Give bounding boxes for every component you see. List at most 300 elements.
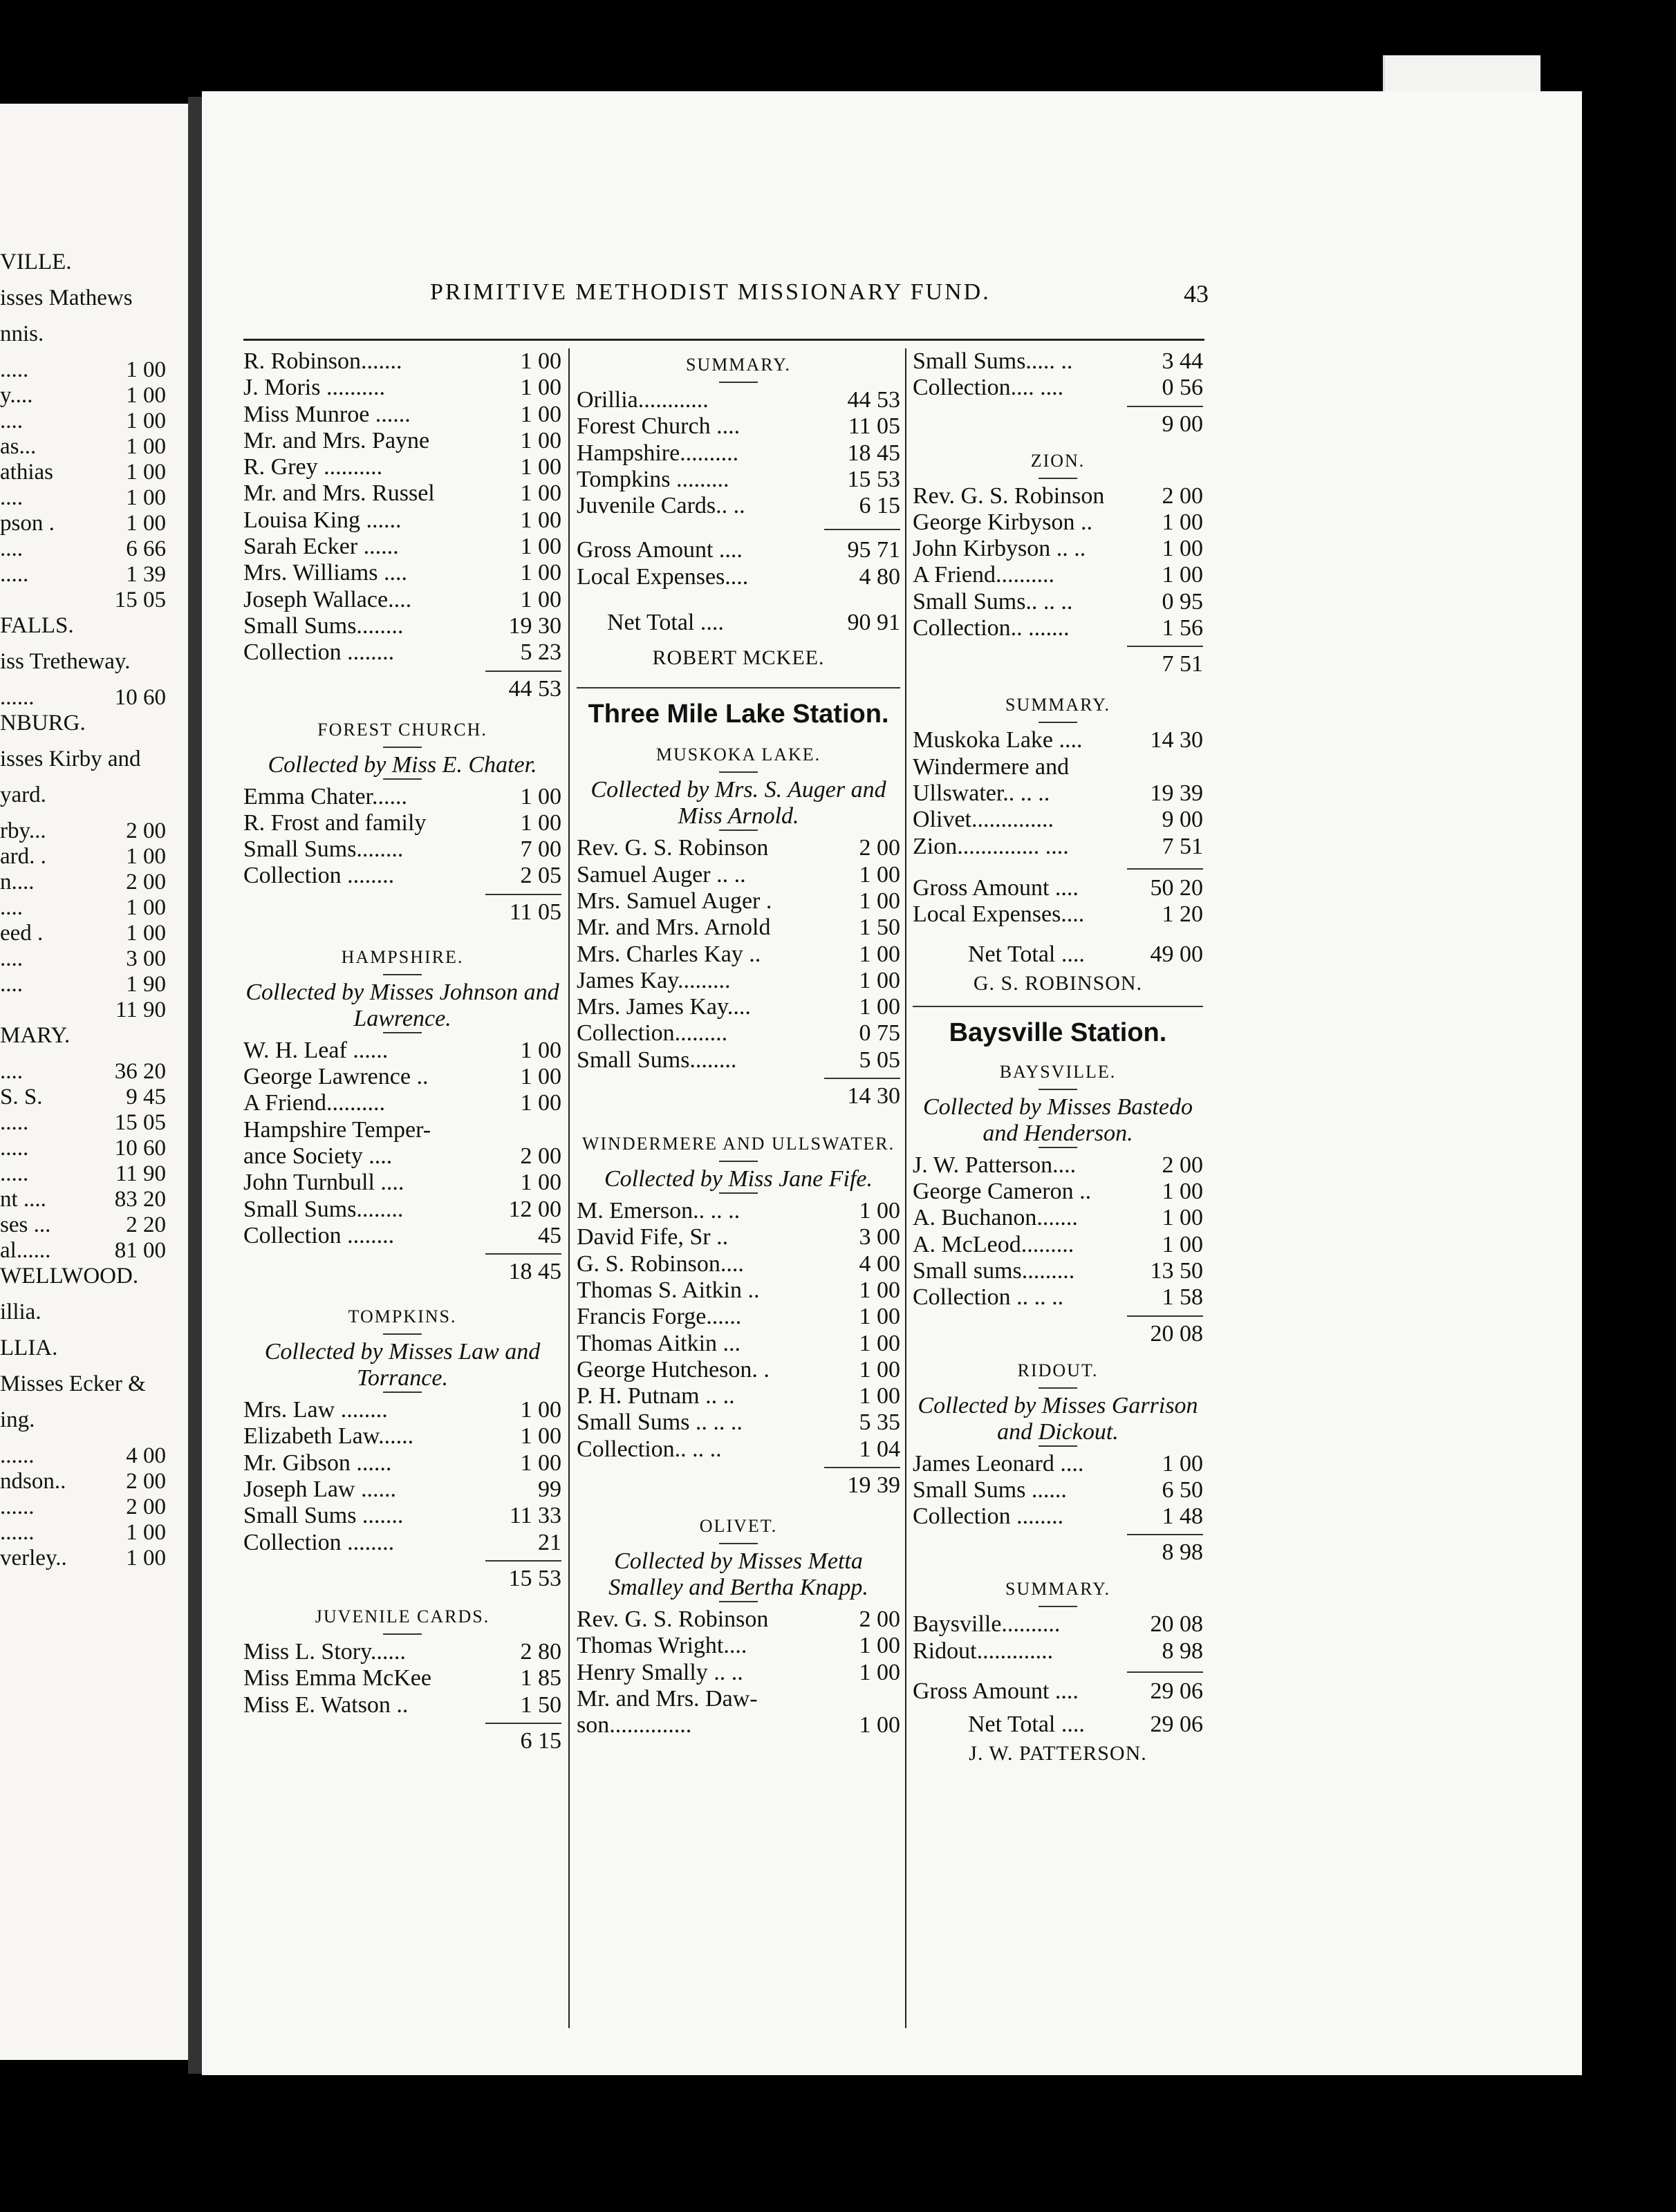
entry-row <box>577 1198 900 1224</box>
entry-name: George Kirbyson .. <box>913 509 1092 535</box>
left-fragment-line <box>0 1135 173 1161</box>
left-fragment-amount: 1 39 <box>126 562 166 587</box>
entry-row <box>243 784 561 810</box>
entry-amount: 1 00 <box>520 1450 561 1476</box>
heading-rule <box>383 1333 422 1335</box>
left-fragment-line <box>0 1263 173 1289</box>
section-heading: WINDERMERE AND ULLSWATER. <box>581 1134 895 1154</box>
left-fragment-text: isses Mathews <box>0 285 133 310</box>
left-fragment-line <box>0 382 173 409</box>
entry-name: son.............. <box>577 1712 692 1738</box>
subtotal-row <box>243 1257 561 1286</box>
station-title: Baysville Station. <box>949 1018 1167 1047</box>
section-rule <box>577 687 900 688</box>
subtotal-rule <box>243 1718 561 1727</box>
entry-amount: 1 00 <box>520 1397 561 1423</box>
left-fragment-text: .... <box>0 946 23 971</box>
left-fragment-text: .... <box>0 409 23 433</box>
left-fragment-line <box>0 536 173 562</box>
entry-amount: 6 15 <box>859 493 900 519</box>
entry-amount: 8 98 <box>1162 1638 1203 1664</box>
entry-name: Mr. and Mrs. Russel <box>243 480 435 507</box>
left-fragment-amount: 6 66 <box>126 536 166 561</box>
left-page-fragment <box>0 104 188 2060</box>
total-amount: 4 80 <box>859 563 900 590</box>
total-amount: 95 71 <box>847 537 900 563</box>
entry-amount: 1 00 <box>520 586 561 612</box>
entry-row <box>243 534 561 560</box>
left-fragment-text: ..... <box>0 562 29 587</box>
entry-row <box>243 375 561 401</box>
section-heading: FOREST CHURCH. <box>317 719 487 740</box>
subtotal-amount: 20 08 <box>1150 1320 1203 1347</box>
entry-name: ance Society .... <box>243 1143 393 1169</box>
entry-row <box>577 915 900 941</box>
left-fragment-text: eed . <box>0 921 44 946</box>
entry-amount: 6 50 <box>1162 1477 1203 1503</box>
heading-rule <box>719 1601 758 1602</box>
left-fragment-text: ...... <box>0 685 35 710</box>
entry-name: Zion.............. .... <box>913 833 1069 859</box>
net-amount: 90 91 <box>847 610 900 636</box>
entry-name: Mrs. Williams .... <box>243 560 407 586</box>
collected-by: Collected by Misses Johnson and Lawrence. <box>245 979 559 1031</box>
entry-name: Francis Forge...... <box>577 1304 742 1330</box>
entry-row <box>577 1383 900 1409</box>
left-fragment-amount: 2 00 <box>126 818 166 843</box>
entry-amount: 1 00 <box>520 1090 561 1116</box>
left-fragment-amount: 81 00 <box>114 1238 166 1263</box>
entry-amount: 1 00 <box>859 861 900 888</box>
section-heading: BAYSVILLE. <box>999 1061 1117 1082</box>
left-fragment-line <box>0 1212 173 1238</box>
section-heading: RIDOUT. <box>1017 1360 1099 1380</box>
entry-amount: 1 58 <box>1162 1284 1203 1311</box>
entry-row <box>913 1611 1203 1638</box>
entry-name: A Friend.......... <box>243 1090 385 1116</box>
entry-name: Small Sums..... .. <box>913 348 1073 374</box>
entry-name: Windermere and <box>913 753 1070 780</box>
entry-name: P. H. Putnam .. .. <box>577 1383 735 1409</box>
entry-row <box>243 1143 561 1170</box>
left-fragment-text: verley.. <box>0 1546 67 1571</box>
left-fragment-text: .... <box>0 972 23 997</box>
entry-row <box>243 1064 561 1090</box>
entry-name: Small Sums .. .. .. <box>577 1409 743 1436</box>
entry-row <box>577 1712 900 1738</box>
left-fragment-line <box>0 1022 173 1049</box>
entry-amount: 1 00 <box>859 888 900 914</box>
entry-name: Miss L. Story...... <box>243 1638 406 1665</box>
left-fragment-amount: 1 00 <box>126 485 166 510</box>
entry-amount: 1 00 <box>859 1198 900 1224</box>
subtotal-amount: 8 98 <box>1162 1539 1203 1566</box>
left-fragment-text: illia. <box>0 1300 41 1324</box>
subtotal-row <box>913 1320 1203 1349</box>
heading-rule <box>383 1391 422 1393</box>
left-fragment-text: ...... <box>0 1494 35 1519</box>
entry-name: Mrs. Samuel Auger . <box>577 888 772 914</box>
entry-amount: 21 <box>538 1529 561 1555</box>
left-fragment-text: n.... <box>0 870 35 894</box>
entry-row <box>577 1436 900 1463</box>
collected-by: Collected by Misses Garrison and Dickout. <box>918 1392 1198 1445</box>
entry-row <box>577 1409 900 1436</box>
column-divider <box>905 348 906 2028</box>
entry-name: John Kirbyson .. .. <box>913 536 1086 562</box>
entry-name: Rev. G. S. Robinson <box>913 482 1105 509</box>
left-fragment-line <box>0 1299 173 1325</box>
page-title: PRIMITIVE METHODIST MISSIONARY FUND. <box>430 279 991 305</box>
left-fragment-line <box>0 408 173 434</box>
entry-name: Orillia............ <box>577 387 709 413</box>
entry-amount: 1 00 <box>520 534 561 560</box>
entry-name: Mr. and Mrs. Arnold <box>577 915 771 941</box>
left-fragment-amount: 1 00 <box>126 434 166 459</box>
entry-amount: 1 00 <box>1162 1179 1203 1205</box>
entry-amount: 5 35 <box>859 1409 900 1436</box>
entry-amount: 1 00 <box>520 401 561 427</box>
left-fragment-text: yard. <box>0 782 46 807</box>
heading-rule <box>383 1633 422 1635</box>
left-fragment-text: ...... <box>0 1443 35 1468</box>
left-fragment-line <box>0 684 173 711</box>
entry-row <box>913 589 1203 615</box>
entry-name: Small Sums........ <box>577 1047 737 1073</box>
entry-name: Small Sums ....... <box>243 1503 404 1529</box>
entry-name: Collection ........ <box>243 1222 395 1248</box>
entry-name: Collection......... <box>577 1020 728 1047</box>
left-fragment-text: ses ... <box>0 1212 51 1237</box>
entry-row <box>577 1633 900 1659</box>
collected-by: Collected by Miss E. Chater. <box>268 751 537 778</box>
entry-name: Muskoka Lake .... <box>913 727 1083 753</box>
left-fragment-line <box>0 997 173 1023</box>
entry-amount: 4 00 <box>859 1250 900 1277</box>
left-fragment-text: .... <box>0 536 23 561</box>
heading-rule <box>1039 722 1077 723</box>
heading-rule <box>1039 1445 1077 1447</box>
left-fragment-line <box>0 485 173 511</box>
entry-row <box>243 480 561 507</box>
left-fragment-amount: 1 00 <box>126 1520 166 1545</box>
net-total-row <box>913 1712 1203 1738</box>
left-fragment-line <box>0 1545 173 1571</box>
entry-amount: 3 00 <box>859 1224 900 1250</box>
section-heading: SUMMARY. <box>1005 1579 1111 1600</box>
entry-row <box>243 1530 561 1556</box>
left-fragment-amount: 9 45 <box>126 1085 166 1109</box>
heading-rule <box>383 747 422 748</box>
entry-name: Miss Emma McKee <box>243 1665 431 1691</box>
left-fragment-line <box>0 894 173 921</box>
entry-row <box>577 888 900 915</box>
left-fragment-text: VILLE. <box>0 250 72 274</box>
entry-amount: 1 00 <box>1162 562 1203 588</box>
entry-name: Elizabeth Law...... <box>243 1423 414 1450</box>
left-fragment-line <box>0 459 173 485</box>
entry-name: A Friend.......... <box>913 562 1054 588</box>
entry-row <box>243 1503 561 1529</box>
left-fragment-line <box>0 648 173 675</box>
left-fragment-line <box>0 869 173 895</box>
left-fragment-text: S. S. <box>0 1085 43 1109</box>
entry-row <box>577 941 900 968</box>
left-fragment-amount: 3 00 <box>126 946 166 971</box>
entry-amount: 7 00 <box>520 836 561 863</box>
entry-amount: 1 00 <box>520 480 561 507</box>
entry-amount: 2 00 <box>859 1606 900 1633</box>
entry-name: Samuel Auger .. .. <box>577 861 746 888</box>
entry-row <box>577 1304 900 1330</box>
entry-row <box>243 836 561 863</box>
left-fragment-line <box>0 1058 173 1085</box>
entry-row <box>913 1258 1203 1284</box>
left-fragment-line <box>0 843 173 870</box>
entry-name: George Cameron .. <box>913 1179 1092 1205</box>
left-fragment-text: Misses Ecker & <box>0 1371 146 1396</box>
left-fragment-amount: 1 00 <box>126 511 166 536</box>
entry-name: Small Sums........ <box>243 1196 404 1222</box>
entry-row <box>913 375 1203 401</box>
entry-amount: 1 00 <box>1162 1450 1203 1477</box>
left-fragment-text: ing. <box>0 1407 35 1432</box>
entry-name: Thomas Wright.... <box>577 1633 747 1659</box>
entry-name: Mrs. Charles Kay .. <box>577 941 761 967</box>
section-heading: OLIVET. <box>699 1516 778 1537</box>
entry-name: M. Emerson.. .. .. <box>577 1198 741 1224</box>
section-rule <box>913 1006 1203 1007</box>
entry-row <box>243 1450 561 1477</box>
total-amount: 29 06 <box>1150 1678 1203 1705</box>
entry-row <box>577 1020 900 1047</box>
subtotal-amount: 9 00 <box>1162 411 1203 437</box>
entry-row <box>913 1152 1203 1179</box>
entry-name: Miss Munroe ...... <box>243 401 411 427</box>
left-fragment-amount: 15 05 <box>114 588 166 612</box>
entry-row <box>913 509 1203 536</box>
entry-amount: 19 30 <box>508 612 561 639</box>
entry-row <box>913 1179 1203 1205</box>
entry-row <box>577 1660 900 1686</box>
left-fragment-line <box>0 1407 173 1433</box>
entry-name: R. Robinson....... <box>243 348 402 374</box>
section-heading: HAMPSHIRE. <box>341 946 464 967</box>
entry-name: Joseph Wallace.... <box>243 586 412 612</box>
entry-amount: 0 75 <box>859 1020 900 1047</box>
entry-amount: 1 00 <box>1162 1205 1203 1231</box>
entry-row <box>577 862 900 888</box>
left-fragment-line <box>0 782 173 808</box>
entry-amount: 1 00 <box>520 427 561 453</box>
entry-amount: 18 45 <box>847 440 900 466</box>
entry-row <box>913 1451 1203 1477</box>
subtotal-amount: 15 53 <box>508 1565 561 1591</box>
entry-name: J. W. Patterson.... <box>913 1152 1077 1178</box>
entry-name: Hampshire Temper- <box>243 1116 431 1143</box>
left-fragment-line <box>0 249 173 275</box>
subtotal-row <box>577 1082 900 1111</box>
subtotal-row <box>243 1727 561 1756</box>
entry-amount: 2 00 <box>1162 1152 1203 1178</box>
entry-row <box>913 1232 1203 1258</box>
entry-row <box>243 1665 561 1691</box>
entry-name: Collection.. .. .. <box>577 1436 722 1462</box>
entry-name: Mrs. James Kay.... <box>577 994 751 1020</box>
left-fragment-line <box>0 1494 173 1520</box>
entry-amount: 1 50 <box>859 915 900 941</box>
left-fragment-line <box>0 1186 173 1212</box>
left-fragment-amount: 11 90 <box>115 997 166 1022</box>
column-3 <box>913 348 1203 1769</box>
entry-row <box>577 493 900 519</box>
entry-amount: 1 00 <box>859 1712 900 1738</box>
entry-name: Mr. and Mrs. Payne <box>243 427 430 453</box>
net-label: Net Total .... <box>968 941 1085 968</box>
left-fragment-line <box>0 818 173 844</box>
entry-name: Thomas S. Aitkin .. <box>577 1277 760 1303</box>
entry-amount: 1 00 <box>1162 509 1203 535</box>
section-heading: MUSKOKA LAKE. <box>655 744 821 765</box>
left-fragment-text: MARY. <box>0 1023 71 1048</box>
left-fragment-text: as... <box>0 434 37 459</box>
left-fragment-text: nt .... <box>0 1187 46 1212</box>
left-fragment-amount: 2 00 <box>126 870 166 894</box>
entry-amount: 1 00 <box>520 1037 561 1063</box>
left-fragment-text: ..... <box>0 357 29 382</box>
left-fragment-text: WELLWOOD. <box>0 1264 139 1288</box>
heading-rule <box>719 382 758 383</box>
net-amount: 49 00 <box>1150 941 1203 968</box>
total-row <box>913 1678 1203 1705</box>
entry-row <box>577 1606 900 1633</box>
total-label: Local Expenses.... <box>913 901 1085 928</box>
subtotal-rule <box>913 864 1203 872</box>
subtotal-rule <box>913 402 1203 410</box>
entry-name: R. Frost and family <box>243 809 427 836</box>
collected-by: Collected by Mrs. S. Auger and Miss Arnold. <box>590 777 886 830</box>
net-label: Net Total .... <box>968 1712 1085 1738</box>
entry-row <box>577 1686 900 1712</box>
subtotal-rule <box>577 525 900 533</box>
section-heading: SUMMARY. <box>685 355 792 375</box>
subtotal-row <box>243 675 561 704</box>
collected-by: Collected by Misses Metta Smalley and Bertha Knapp. <box>608 1548 868 1601</box>
entry-amount: 1 00 <box>1162 1231 1203 1257</box>
entry-amount: 1 56 <box>1162 615 1203 641</box>
entry-row <box>577 1047 900 1074</box>
entry-amount: 13 50 <box>1150 1257 1203 1284</box>
entry-row <box>577 994 900 1020</box>
entry-name: Hampshire.......... <box>577 440 739 466</box>
left-fragment-amount: 10 60 <box>114 685 166 710</box>
total-row <box>577 564 900 590</box>
entry-amount: 1 00 <box>520 375 561 401</box>
entry-name: Collection ........ <box>913 1503 1064 1530</box>
entry-name: Small Sums........ <box>243 612 404 639</box>
subtotal-rule <box>243 1249 561 1257</box>
entry-row <box>913 1638 1203 1665</box>
left-fragment-line <box>0 612 173 639</box>
subtotal-amount: 18 45 <box>508 1259 561 1285</box>
left-fragment-text: FALLS. <box>0 613 74 638</box>
entry-row <box>913 754 1203 780</box>
entry-amount: 20 08 <box>1150 1611 1203 1638</box>
entry-row <box>243 1197 561 1223</box>
total-row <box>577 537 900 563</box>
subtotal-rule <box>913 1667 1203 1676</box>
left-fragment-line <box>0 357 173 383</box>
entry-name: Emma Chater...... <box>243 783 408 809</box>
collected-by: Collected by Misses Law and Torrance. <box>264 1339 541 1391</box>
entry-row <box>913 1205 1203 1231</box>
entry-row <box>577 1277 900 1304</box>
entry-row <box>913 1503 1203 1530</box>
entry-row <box>913 562 1203 588</box>
entry-row <box>913 348 1203 375</box>
entry-row <box>577 1331 900 1357</box>
entry-name: Mrs. Law ........ <box>243 1397 388 1423</box>
entry-name: A. Buchanon....... <box>913 1205 1078 1231</box>
left-fragment-line <box>0 1161 173 1187</box>
entry-amount: 2 00 <box>1162 482 1203 509</box>
entry-name: Ridout............. <box>913 1638 1054 1664</box>
heading-rule <box>383 1032 422 1033</box>
subtotal-row <box>243 898 561 927</box>
entry-name: Small sums......... <box>913 1257 1075 1284</box>
left-fragment-amount: 15 05 <box>114 1110 166 1135</box>
entry-name: Collection ........ <box>243 863 395 889</box>
entry-name: Mr. and Mrs. Daw- <box>577 1685 758 1712</box>
entry-amount: 1 00 <box>859 994 900 1020</box>
entry-row <box>913 834 1203 860</box>
heading-rule <box>1039 1606 1077 1607</box>
left-fragment-amount: 1 00 <box>126 409 166 433</box>
subtotal-amount: 19 39 <box>847 1472 900 1499</box>
subtotal-amount: 7 51 <box>1162 651 1203 677</box>
entry-amount: 7 51 <box>1162 833 1203 859</box>
left-fragment-amount: 1 00 <box>126 1546 166 1571</box>
entry-row <box>243 1692 561 1718</box>
entry-row <box>243 454 561 480</box>
total-row <box>913 901 1203 928</box>
left-fragment-text: NBURG. <box>0 711 86 735</box>
left-fragment-text: rby... <box>0 818 46 843</box>
entry-name: Thomas Aitkin ... <box>577 1330 741 1356</box>
entry-row <box>243 428 561 454</box>
entry-amount: 1 04 <box>859 1436 900 1462</box>
left-fragment-amount: 2 20 <box>126 1212 166 1237</box>
section-heading: ZION. <box>1030 450 1086 471</box>
entry-row <box>577 387 900 413</box>
entry-amount: 1 00 <box>520 783 561 809</box>
entry-row <box>577 467 900 493</box>
heading-rule <box>719 1192 758 1194</box>
left-fragment-line <box>0 946 173 972</box>
entry-amount: 1 00 <box>520 1064 561 1090</box>
entry-name: John Turnbull .... <box>243 1170 404 1196</box>
entry-row <box>243 587 561 613</box>
entry-row <box>243 1423 561 1450</box>
total-label: Gross Amount .... <box>913 874 1079 901</box>
entry-row <box>243 863 561 889</box>
heading-rule <box>1039 478 1077 479</box>
entry-row <box>243 560 561 586</box>
entry-row <box>243 1477 561 1503</box>
entry-amount: 1 00 <box>859 1304 900 1330</box>
entry-amount: 2 00 <box>520 1143 561 1169</box>
left-fragment-amount: 2 00 <box>126 1469 166 1494</box>
